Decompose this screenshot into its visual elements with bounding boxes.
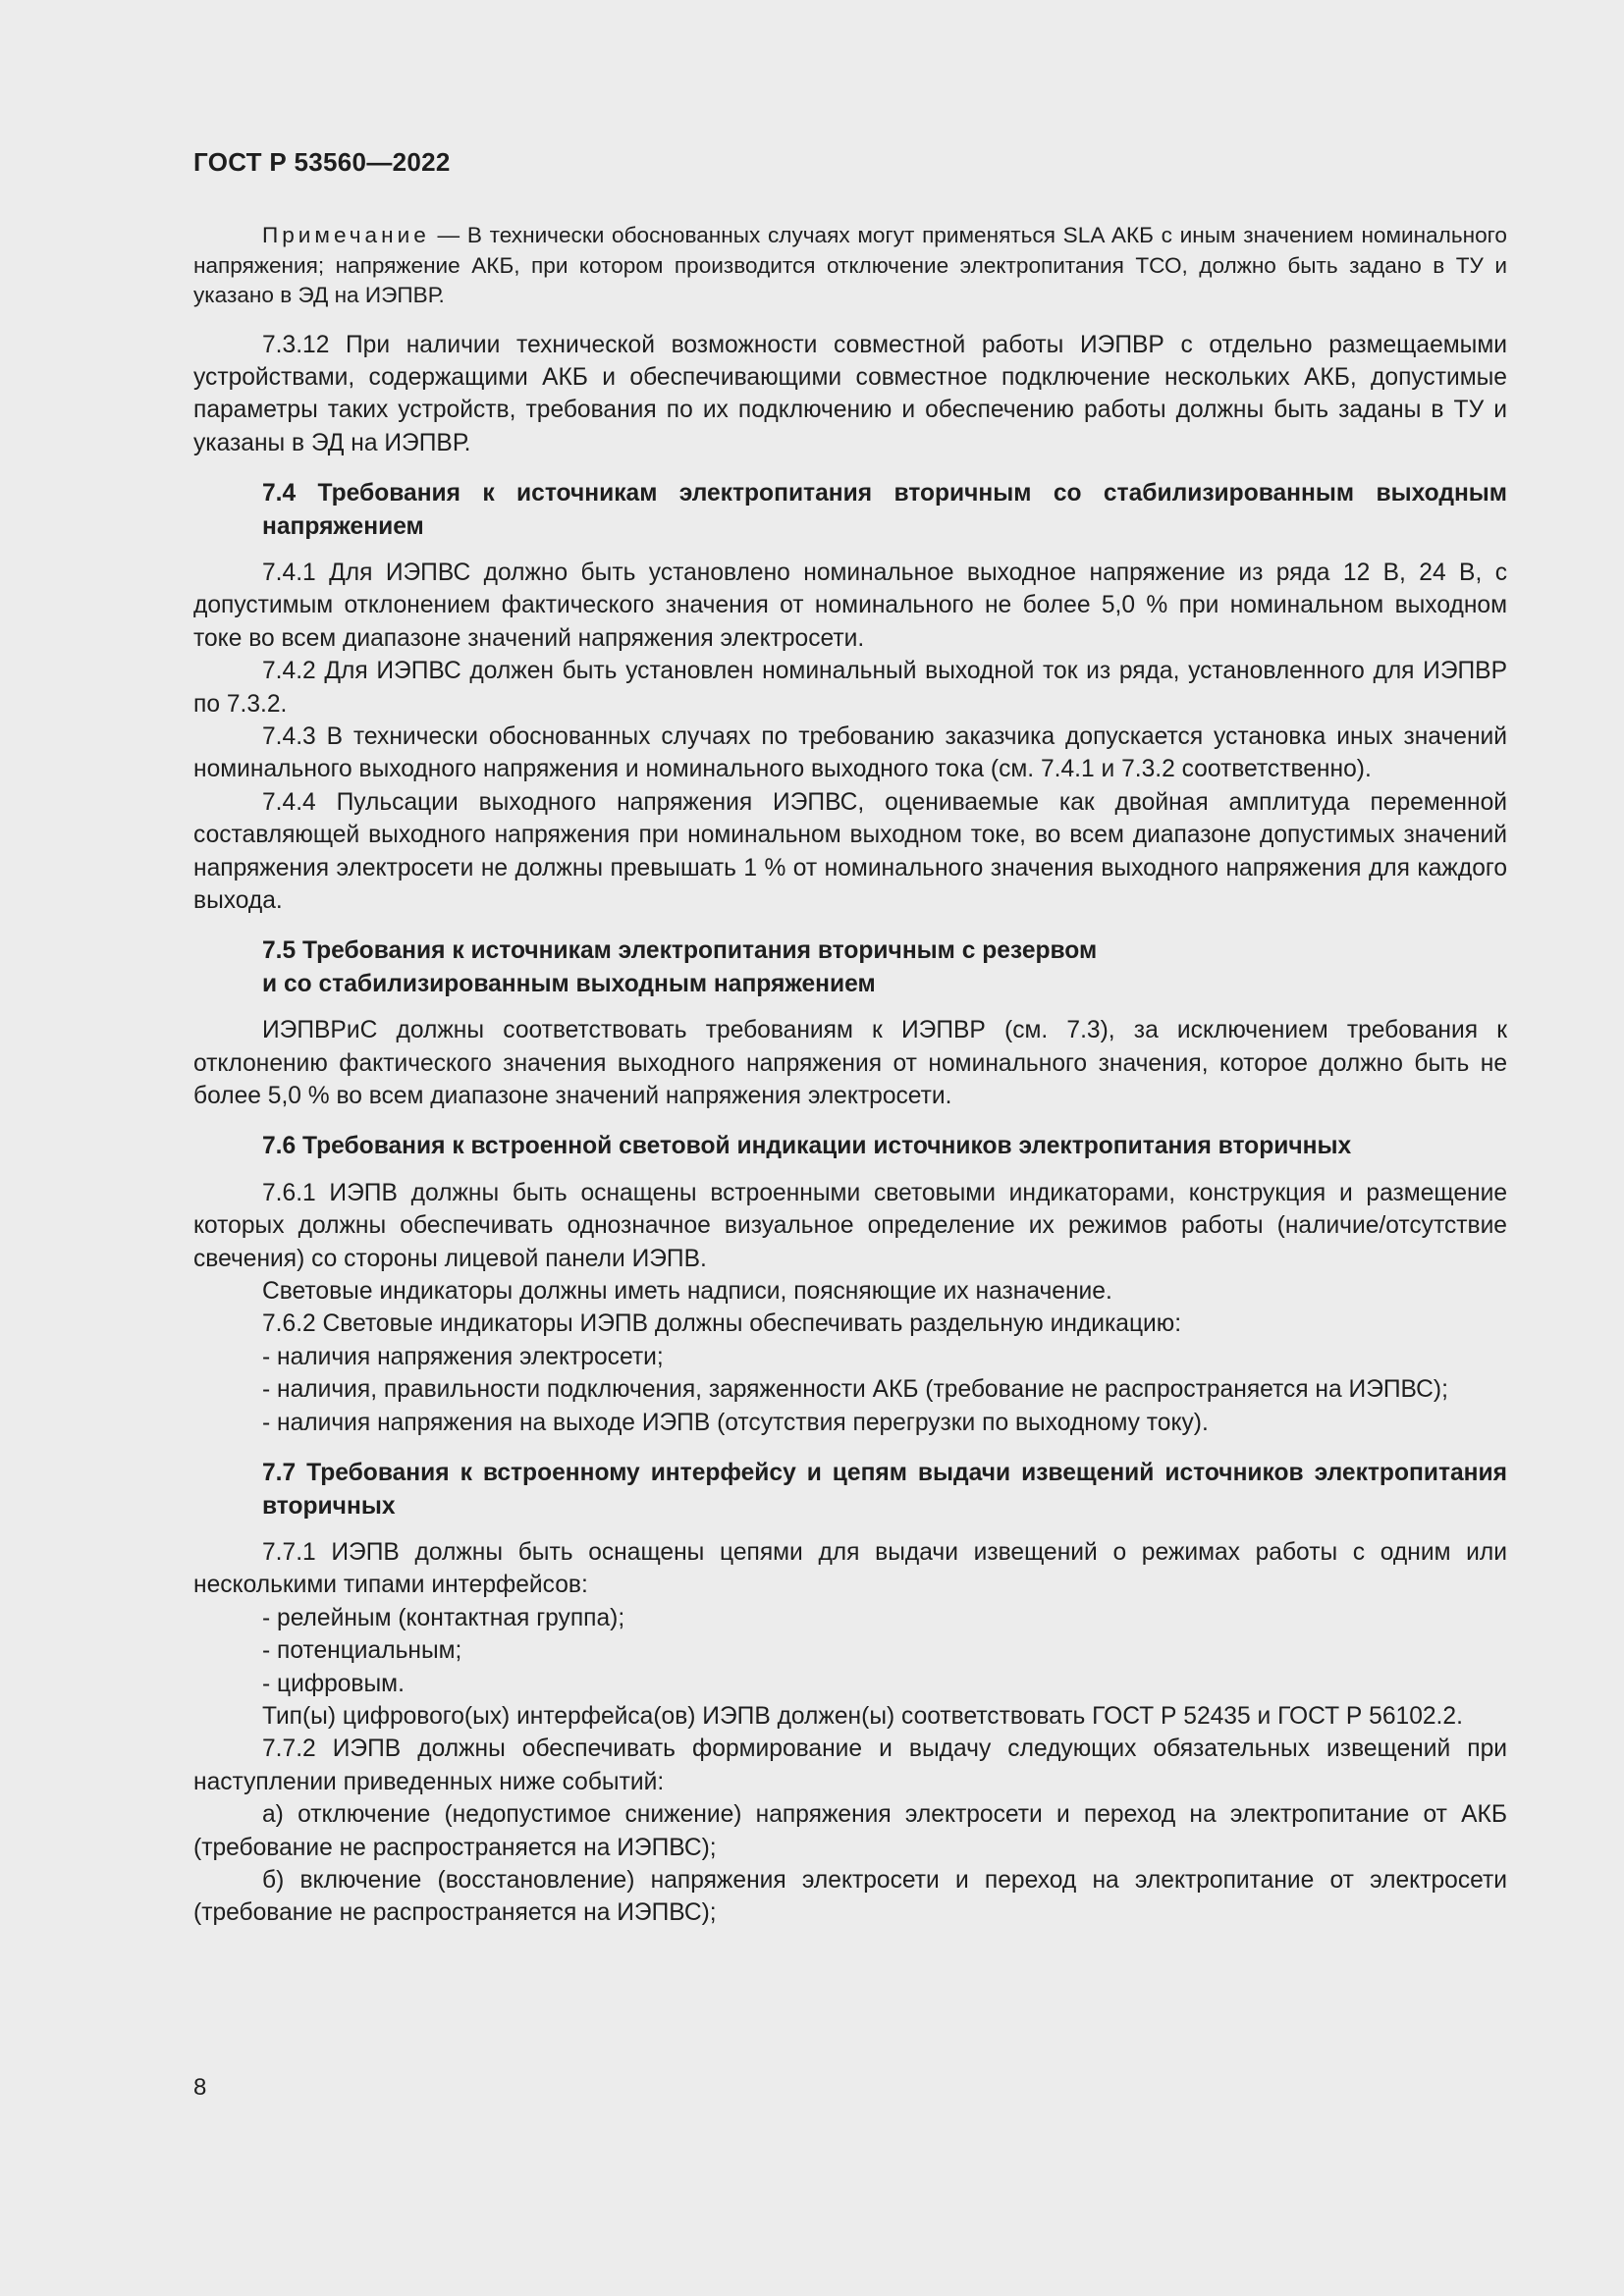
paragraph-7-7-1: 7.7.1 ИЭПВ должны быть оснащены цепями для выдачи извещений о режимах работы с одним или несколькими типами интерфейсов: <box>193 1538 1507 1599</box>
list-item-b: б) включение (восстановление) напряжения электросети и переход на электропитание от электросети (требование не распространяется на ИЭПВС); <box>193 1866 1507 1927</box>
section-heading-7-5 <box>193 934 1507 1000</box>
paragraph-7-6-1-note: Световые индикаторы должны иметь надписи, поясняющие их назначение. <box>262 1278 1112 1306</box>
paragraph-7-6-1: 7.6.1 ИЭПВ должны быть оснащены встроенными световыми индикаторами, конструкция и размещение которых должны обеспечивать однозначное визуальное определение их режимов работы (наличие/отсутствие свечения) со стороны лицевой панели ИЭПВ. <box>193 1179 1507 1272</box>
paragraph-7-4-3: 7.4.3 В технически обоснованных случаях по требованию заказчика допускается установка иных значений номинального выходного напряжения и номинального выходного тока (см. 7.4.1 и 7.3.2 соответственно). <box>193 722 1507 783</box>
paragraph-7-3-12: 7.3.12 При наличии технической возможности совместной работы ИЭПВР с отдельно размещаемыми устройствами, содержащими АКБ и обеспечивающими совместное подключение нескольких АКБ, допустимые параметры таких устройств, требования по их подключению и обеспечению работы должны быть заданы в ТУ и указаны в ЭД на ИЭПВР. <box>193 331 1507 456</box>
list-item: - наличия напряжения на выходе ИЭПВ (отсутствия перегрузки по выходному току). <box>262 1409 1209 1436</box>
list-item: - цифровым. <box>262 1670 405 1697</box>
list-item: - наличия напряжения электросети; <box>262 1343 664 1370</box>
paragraph-7-6-2: 7.6.2 Световые индикаторы ИЭПВ должны обеспечивать раздельную индикацию: <box>262 1310 1182 1338</box>
paragraph-interface-types: Тип(ы) цифрового(ых) интерфейса(ов) ИЭПВ должен(ы) соответствовать ГОСТ Р 52435 и ГОСТ Р 56102.2. <box>262 1702 1463 1730</box>
note-text: — В технически обоснованных случаях могут применяться SLA АКБ с иным значением номинального напряжения; напряжение АКБ, при котором производится отключение электропитания ТСО, должно быть задано в ТУ и указано в ЭД на ИЭПВР. <box>193 223 1507 307</box>
note-paragraph <box>193 221 1507 311</box>
paragraph-7-4-4: 7.4.4 Пульсации выходного напряжения ИЭПВС, оцениваемые как двойная амплитуда переменной составляющей выходного напряжения при номинальном выходном токе, во всем диапазоне допустимых значений напряжения электросети не должны превышать 1 % от номинального значения выходного напряжения для каждого выхода. <box>193 788 1507 914</box>
document-body <box>193 221 1507 1930</box>
list-item-a: а) отключение (недопустимое снижение) напряжения электросети и переход на электропитание от АКБ (требование не распространяется на ИЭПВС); <box>193 1801 1507 1861</box>
document-header: ГОСТ Р 53560—2022 <box>193 147 451 177</box>
list-item: - потенциальным; <box>262 1637 462 1665</box>
section-heading-7-5-line2: и со стабилизированным выходным напряжением <box>262 970 876 997</box>
paragraph-7-5: ИЭПВРиС должны соответствовать требованиям к ИЭПВР (см. 7.3), за исключением требования к отклонению фактического значения выходного напряжения от номинального значения, которое должно быть не более 5,0 % во всем диапазоне значений напряжения электросети. <box>193 1017 1507 1110</box>
section-heading-7-4: 7.4 Требования к источникам электропитания вторичным со стабилизированным выходным напряжением <box>262 480 1507 540</box>
paragraph-7-7-2: 7.7.2 ИЭПВ должны обеспечивать формирование и выдачу следующих обязательных извещений при наступлении приведенных ниже событий: <box>193 1735 1507 1795</box>
section-heading-7-5-line1: 7.5 Требования к источникам электропитания вторичным с резервом <box>262 937 1098 965</box>
paragraph-7-4-1: 7.4.1 Для ИЭПВС должно быть установлено номинальное выходное напряжение из ряда 12 В, 24 В, с допустимым отклонением фактического значения от номинального не более 5,0 % при номинальном выходном токе во всем диапазоне значений напряжения электросети. <box>193 559 1507 652</box>
paragraph-7-4-2: 7.4.2 Для ИЭПВС должен быть установлен номинальный выходной ток из ряда, установленного для ИЭПВР по 7.3.2. <box>193 658 1507 718</box>
section-heading-7-7: 7.7 Требования к встроенному интерфейсу и цепям выдачи извещений источников электропитания вторичных <box>262 1460 1507 1520</box>
section-heading-7-6: 7.6 Требования к встроенной световой индикации источников электропитания вторичных <box>262 1133 1352 1160</box>
page-number: 8 <box>193 2074 207 2101</box>
note-label: Примечание <box>262 223 430 247</box>
list-item: - релейным (контактная группа); <box>262 1604 625 1631</box>
list-item: - наличия, правильности подключения, заряженности АКБ (требование не распространяется на ИЭПВС); <box>262 1376 1448 1404</box>
